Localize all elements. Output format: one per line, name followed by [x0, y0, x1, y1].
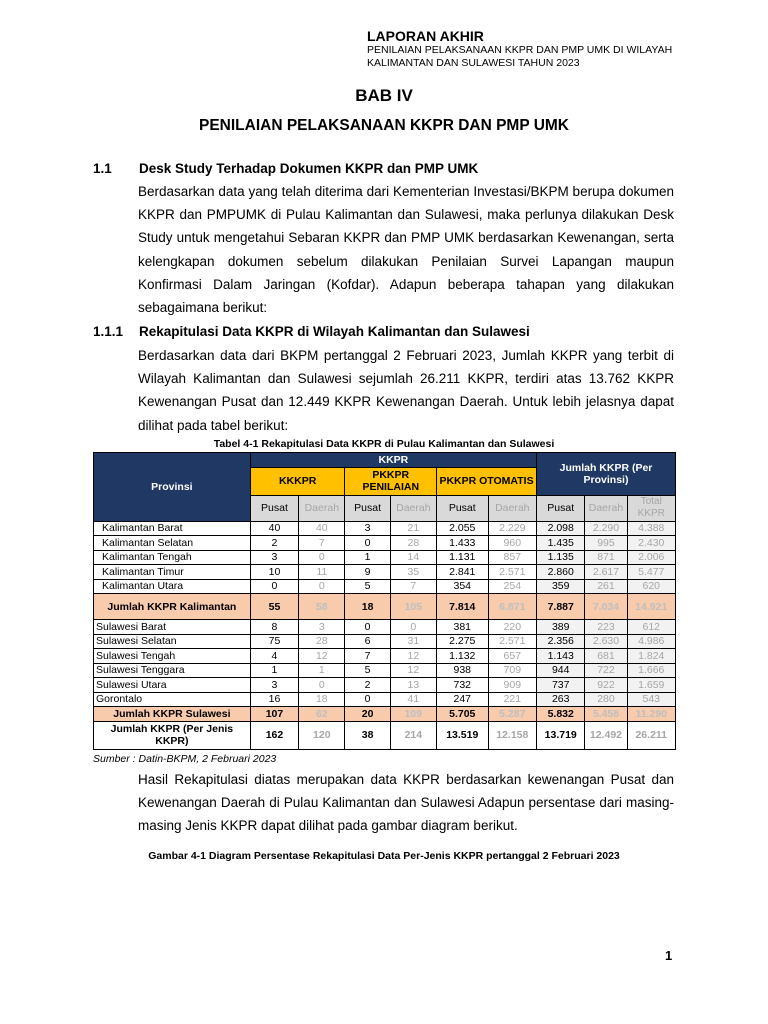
value-cell: 1.131 — [437, 550, 489, 565]
value-cell: 162 — [250, 721, 298, 749]
value-cell: 62 — [299, 707, 345, 722]
value-cell: 254 — [488, 579, 536, 594]
value-cell: 5.705 — [437, 707, 489, 722]
value-cell: 2.006 — [627, 550, 676, 565]
value-cell: 6 — [345, 634, 390, 649]
value-cell: 3 — [345, 521, 390, 536]
province-name: Jumlah KKPR Sulawesi — [94, 707, 251, 722]
province-name: Sulawesi Tenggara — [94, 663, 251, 678]
province-name: Kalimantan Timur — [94, 565, 251, 580]
section-title: Desk Study Terhadap Dokumen KKPR dan PMP UMK — [139, 161, 479, 176]
table-row — [94, 521, 676, 536]
value-cell: 2.275 — [437, 634, 489, 649]
header-daerah: Daerah — [585, 495, 627, 521]
value-cell: 0 — [299, 579, 345, 594]
value-cell: 2.098 — [537, 521, 585, 536]
province-name: Kalimantan Tengah — [94, 550, 251, 565]
value-cell: 16 — [250, 692, 298, 707]
header-pkkpr-otomatis: PKKPR OTOMATIS — [437, 467, 537, 495]
value-cell: 2.860 — [537, 565, 585, 580]
header-pusat: Pusat — [345, 495, 390, 521]
value-cell: 354 — [437, 579, 489, 594]
value-cell: 5.832 — [537, 707, 585, 722]
table-row — [94, 678, 676, 693]
value-cell: 5 — [345, 579, 390, 594]
value-cell: 12 — [390, 649, 436, 664]
value-cell: 0 — [345, 692, 390, 707]
value-cell: 75 — [250, 634, 298, 649]
value-cell: 7 — [299, 536, 345, 551]
value-cell: 2 — [250, 536, 298, 551]
header-jumlah: Jumlah KKPR (Per Provinsi) — [537, 453, 676, 496]
report-subtitle-line2: KALIMANTAN DAN SULAWESI TAHUN 2023 — [367, 57, 580, 69]
value-cell: 105 — [390, 594, 436, 620]
value-cell: 6.871 — [488, 594, 536, 620]
province-name: Jumlah KKPR (Per Jenis KKPR) — [94, 721, 251, 749]
table-row — [94, 634, 676, 649]
report-title: LAPORAN AKHIR — [367, 28, 484, 44]
value-cell: 0 — [345, 620, 390, 635]
value-cell: 35 — [390, 565, 436, 580]
value-cell: 681 — [585, 649, 627, 664]
value-cell: 1.824 — [627, 649, 676, 664]
value-cell: 1 — [299, 663, 345, 678]
kkpr-table — [93, 452, 676, 750]
value-cell: 220 — [488, 620, 536, 635]
table-row — [94, 649, 676, 664]
value-cell: 5.477 — [627, 565, 676, 580]
value-cell: 2.841 — [437, 565, 489, 580]
jumlah-kalimantan-row — [94, 594, 676, 620]
header-total: Total KKPR — [627, 495, 676, 521]
value-cell: 709 — [488, 663, 536, 678]
value-cell: 223 — [585, 620, 627, 635]
value-cell: 2.290 — [585, 521, 627, 536]
header-daerah: Daerah — [390, 495, 436, 521]
value-cell: 1 — [345, 550, 390, 565]
table-caption: Tabel 4-1 Rekapitulasi Data KKPR di Pulau Kalimantan dan Sulawesi — [213, 438, 555, 450]
province-name: Kalimantan Barat — [94, 521, 251, 536]
subsection-number: 1.1.1 — [93, 324, 124, 339]
value-cell: 7 — [345, 649, 390, 664]
value-cell: 857 — [488, 550, 536, 565]
header-kkkpr: KKKPR — [250, 467, 345, 495]
value-cell: 2.617 — [585, 565, 627, 580]
value-cell: 40 — [250, 521, 298, 536]
header-kkpr: KKPR — [250, 453, 536, 468]
value-cell: 55 — [250, 594, 298, 620]
value-cell: 2.430 — [627, 536, 676, 551]
province-name: Sulawesi Selatan — [94, 634, 251, 649]
value-cell: 4 — [250, 649, 298, 664]
value-cell: 4.986 — [627, 634, 676, 649]
value-cell: 3 — [250, 678, 298, 693]
value-cell: 1.132 — [437, 649, 489, 664]
value-cell: 2.229 — [488, 521, 536, 536]
value-cell: 31 — [390, 634, 436, 649]
header-provinsi: Provinsi — [94, 453, 251, 522]
header-pusat: Pusat — [250, 495, 298, 521]
value-cell: 1.135 — [537, 550, 585, 565]
value-cell: 657 — [488, 649, 536, 664]
value-cell: 120 — [299, 721, 345, 749]
table-row — [94, 692, 676, 707]
value-cell: 737 — [537, 678, 585, 693]
province-name: Sulawesi Tengah — [94, 649, 251, 664]
value-cell: 28 — [390, 536, 436, 551]
value-cell: 9 — [345, 565, 390, 580]
value-cell: 11 — [299, 565, 345, 580]
value-cell: 13.719 — [537, 721, 585, 749]
value-cell: 1.666 — [627, 663, 676, 678]
value-cell: 26.211 — [627, 721, 676, 749]
subsection-title: Rekapitulasi Data KKPR di Wilayah Kalimantan dan Sulawesi — [139, 324, 530, 339]
report-header — [367, 28, 672, 70]
value-cell: 261 — [585, 579, 627, 594]
value-cell: 543 — [627, 692, 676, 707]
value-cell: 2.571 — [488, 634, 536, 649]
province-name: Jumlah KKPR Kalimantan — [94, 594, 251, 620]
value-cell: 5 — [345, 663, 390, 678]
value-cell: 1 — [250, 663, 298, 678]
value-cell: 2 — [345, 678, 390, 693]
province-name: Sulawesi Utara — [94, 678, 251, 693]
value-cell: 13 — [390, 678, 436, 693]
value-cell: 995 — [585, 536, 627, 551]
province-name: Kalimantan Utara — [94, 579, 251, 594]
value-cell: 2.571 — [488, 565, 536, 580]
header-pkkpr-penilaian: PKKPR PENILAIAN — [345, 467, 437, 495]
section-number: 1.1 — [93, 161, 112, 176]
value-cell: 214 — [390, 721, 436, 749]
value-cell: 5.287 — [488, 707, 536, 722]
value-cell: 722 — [585, 663, 627, 678]
value-cell: 1.433 — [437, 536, 489, 551]
value-cell: 107 — [250, 707, 298, 722]
value-cell: 38 — [345, 721, 390, 749]
section-body: Berdasarkan data yang telah diterima dari Kementerian Investasi/BKPM berupa dokumen KKPR dan PMPUMK di Pulau Kalimantan dan Sulawesi, maka perlunya dilakukan Desk Study untuk mengetahui Sebaran KKPR dan PMP UMK berdasarkan Kewenangan, serta kelengkapan dokumen sebelum dilakukan Penilaian Survei Lapangan maupun Konfirmasi Dalam Jaringan (Kofdar). Adapun beberapa tahapan yang dilakukan sebagaimana berikut: — [138, 184, 674, 316]
value-cell: 381 — [437, 620, 489, 635]
value-cell: 7.814 — [437, 594, 489, 620]
subsection-body: Berdasarkan data dari BKPM pertanggal 2 Februari 2023, Jumlah KKPR yang terbit di Wilayah Kalimantan dan Sulawesi sejumlah 26.211 KKPR, terdiri atas 13.762 KKPR Kewenangan Pusat dan 12.449 KKPR Kewenangan Daerah. Untuk lebih jelasnya dapat dilihat pada tabel berikut: — [138, 348, 674, 433]
value-cell: 221 — [488, 692, 536, 707]
value-cell: 12 — [390, 663, 436, 678]
value-cell: 14.921 — [627, 594, 676, 620]
value-cell: 7.034 — [585, 594, 627, 620]
value-cell: 247 — [437, 692, 489, 707]
table-row — [94, 620, 676, 635]
table-source: Sumber : Datin-BKPM, 2 Februari 2023 — [93, 753, 277, 765]
province-name: Kalimantan Selatan — [94, 536, 251, 551]
value-cell: 1.143 — [537, 649, 585, 664]
value-cell: 21 — [390, 521, 436, 536]
table-row — [94, 565, 676, 580]
value-cell: 7 — [390, 579, 436, 594]
value-cell: 960 — [488, 536, 536, 551]
value-cell: 732 — [437, 678, 489, 693]
chapter-title: PENILAIAN PELAKSANAAN KKPR DAN PMP UMK — [198, 117, 569, 134]
value-cell: 10 — [250, 565, 298, 580]
value-cell: 12.492 — [585, 721, 627, 749]
value-cell: 20 — [345, 707, 390, 722]
after-table-paragraph: Hasil Rekapitulasi diatas merupakan data KKPR berdasarkan kewenangan Pusat dan Kewenangan Daerah di Pulau Kalimantan dan Sulawesi Adapun persentase dari masing-masing Jenis KKPR dapat dilihat pada gambar diagram berikut. — [138, 772, 674, 834]
header-pusat: Pusat — [537, 495, 585, 521]
value-cell: 0 — [250, 579, 298, 594]
header-pusat: Pusat — [437, 495, 489, 521]
value-cell: 944 — [537, 663, 585, 678]
value-cell: 2.356 — [537, 634, 585, 649]
value-cell: 922 — [585, 678, 627, 693]
value-cell: 2.055 — [437, 521, 489, 536]
value-cell: 389 — [537, 620, 585, 635]
sulawesi-rows — [94, 620, 676, 707]
value-cell: 0 — [299, 550, 345, 565]
value-cell: 18 — [345, 594, 390, 620]
value-cell: 40 — [299, 521, 345, 536]
value-cell: 18 — [299, 692, 345, 707]
value-cell: 1.435 — [537, 536, 585, 551]
value-cell: 13.519 — [437, 721, 489, 749]
value-cell: 620 — [627, 579, 676, 594]
value-cell: 938 — [437, 663, 489, 678]
value-cell: 41 — [390, 692, 436, 707]
value-cell: 2.630 — [585, 634, 627, 649]
header-daerah: Daerah — [488, 495, 536, 521]
chapter-number: BAB IV — [355, 86, 413, 105]
table-row — [94, 663, 676, 678]
value-cell: 58 — [299, 594, 345, 620]
value-cell: 1.659 — [627, 678, 676, 693]
value-cell: 909 — [488, 678, 536, 693]
value-cell: 5.458 — [585, 707, 627, 722]
value-cell: 4.388 — [627, 521, 676, 536]
value-cell: 280 — [585, 692, 627, 707]
value-cell: 612 — [627, 620, 676, 635]
table-row — [94, 579, 676, 594]
value-cell: 3 — [250, 550, 298, 565]
header-daerah: Daerah — [299, 495, 345, 521]
value-cell: 12.158 — [488, 721, 536, 749]
figure-caption: Gambar 4-1 Diagram Persentase Rekapitulasi Data Per-Jenis KKPR pertanggal 2 Februari 2023 — [148, 850, 620, 862]
province-name: Sulawesi Barat — [94, 620, 251, 635]
value-cell: 871 — [585, 550, 627, 565]
kalimantan-rows — [94, 521, 676, 594]
value-cell: 28 — [299, 634, 345, 649]
value-cell: 3 — [299, 620, 345, 635]
table-row — [94, 550, 676, 565]
value-cell: 109 — [390, 707, 436, 722]
value-cell: 7.887 — [537, 594, 585, 620]
value-cell: 11.290 — [627, 707, 676, 722]
value-cell: 263 — [537, 692, 585, 707]
value-cell: 12 — [299, 649, 345, 664]
value-cell: 0 — [345, 536, 390, 551]
province-name: Gorontalo — [94, 692, 251, 707]
report-subtitle-line1: PENILAIAN PELAKSANAAN KKPR DAN PMP UMK DI WILAYAH — [367, 44, 673, 56]
table-row — [94, 536, 676, 551]
jumlah-sulawesi-row — [94, 707, 676, 722]
value-cell: 0 — [299, 678, 345, 693]
page-number: 1 — [665, 948, 673, 963]
jumlah-total-row — [94, 721, 676, 749]
value-cell: 14 — [390, 550, 436, 565]
value-cell: 8 — [250, 620, 298, 635]
value-cell: 0 — [390, 620, 436, 635]
value-cell: 359 — [537, 579, 585, 594]
